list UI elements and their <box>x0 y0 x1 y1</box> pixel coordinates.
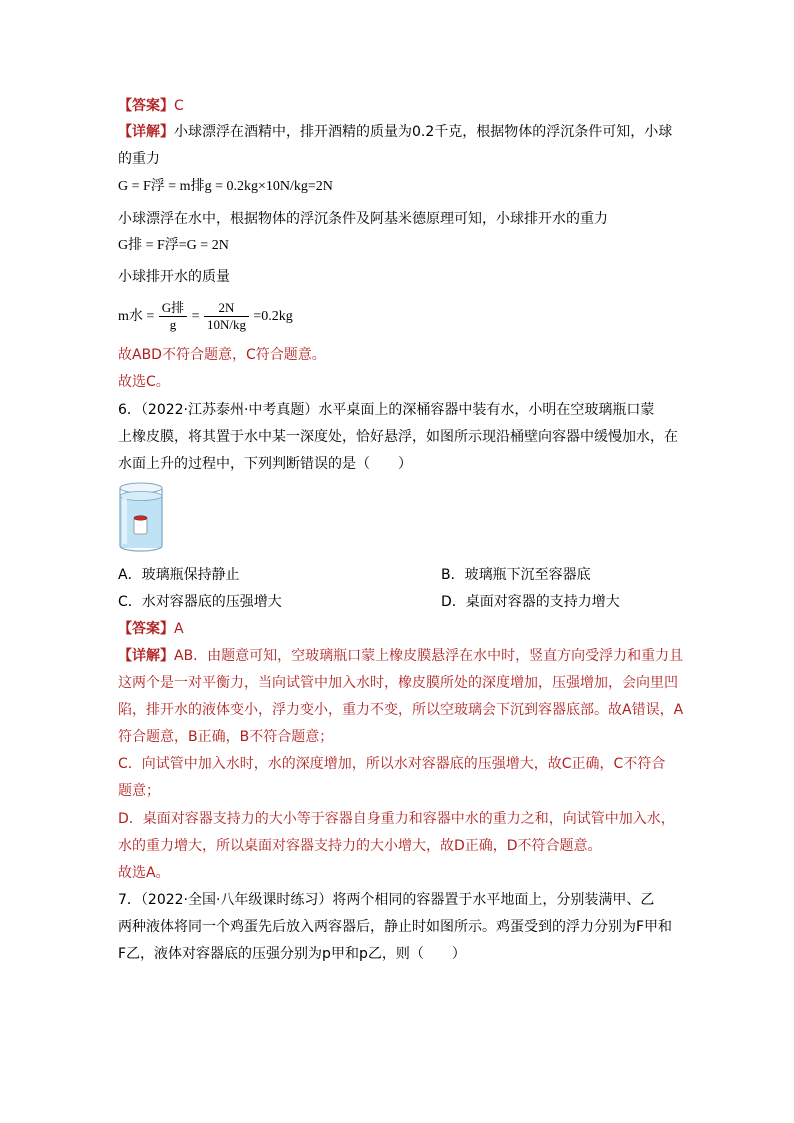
q6-detail-line2: 这两个是一对平衡力，当向试管中加入水时，橡皮膜所处的深度增加，压强增加，会向里凹 <box>118 675 678 691</box>
q5-eq3-frac2-den: 10N/kg <box>206 316 246 332</box>
q6-option-d: D．桌面对容器的支持力增大 <box>441 594 620 610</box>
q6-answer-line <box>118 620 184 638</box>
q5-eq3-right: =0.2kg <box>253 309 293 324</box>
q5-detail-line4: 小球排开水的质量 <box>118 269 230 285</box>
q6-choose: 故选A。 <box>118 865 170 881</box>
q5-detail-label: 【详解】 <box>118 124 174 140</box>
q6-detail-line5: C．向试管中加入水时，水的深度增加，所以水对容器底的压强增大，故C正确，C不符合 <box>118 756 666 772</box>
q5-eq3-frac1-den: g <box>169 316 177 332</box>
q6-detail-line8: 水的重力增大，所以桌面对容器支持力的大小增大，故D正确，D不符合题意。 <box>118 838 602 854</box>
q5-eq3-left: m水 = <box>118 309 155 324</box>
q5-conclusion: 故ABD不符合题意，C符合题意。 <box>118 347 326 363</box>
q6-option-c: C．水对容器底的压强增大 <box>118 594 282 610</box>
q7-stem-line2: 两种液体将同一个鸡蛋先后放入两容器后，静止时如图所示。鸡蛋受到的浮力分别为F甲和 <box>118 919 673 935</box>
q6-answer-value: A <box>174 621 184 637</box>
q5-equation-2: G排 = F浮=G = 2N <box>118 238 229 253</box>
q6-container-figure <box>116 480 166 554</box>
q5-detail-text1: 小球漂浮在酒精中，排开酒精的质量为0.2千克，根据物体的浮沉条件可知，小球 <box>174 124 673 140</box>
q5-answer-value: C <box>174 98 184 114</box>
q6-detail-line3: 陷，排开水的液体变小，浮力变小，重力不变，所以空玻璃会下沉到容器底部。故A错误，A <box>118 702 684 718</box>
q5-eq3-fraction-2 <box>204 300 249 333</box>
q6-detail-line1 <box>118 647 683 665</box>
q6-detail-line6: 题意； <box>118 783 160 799</box>
q5-equation-3: m水 = $\frac{\text{G排}}{g}$ = $\frac{2N}{10N/kg}$ =0.2kg <box>118 299 293 332</box>
q6-option-b: B．玻璃瓶下沉至容器底 <box>441 567 591 583</box>
q5-detail-line1 <box>118 123 672 141</box>
q6-stem-line2: 上橡皮膜，将其置于水中某一深度处，恰好悬浮，如图所示现沿桶壁向容器中缓慢加水，在 <box>118 429 678 445</box>
q5-eq3-frac2-num: 2N <box>204 300 249 317</box>
q5-answer-line <box>118 97 184 115</box>
q7-stem-line1: 7．（2022·全国·八年级课时练习）将两个相同的容器置于水平地面上，分别装满甲、乙 <box>118 892 655 908</box>
q5-equation-1: G = F浮 = m排g = 0.2kg×10N/kg=2N <box>118 179 333 194</box>
q5-eq3-fraction-1 <box>159 300 187 333</box>
q6-detail-label: 【详解】 <box>118 648 174 664</box>
q6-stem-line1: 6．（2022·江苏泰州·中考真题）水平桌面上的深桶容器中装有水，小明在空玻璃瓶口蒙 <box>118 402 655 418</box>
q6-detail-text1: AB．由题意可知，空玻璃瓶口蒙上橡皮膜悬浮在水中时，竖直方向受浮力和重力且 <box>174 648 684 664</box>
q7-stem-line3: F乙，液体对容器底的压强分别为p甲和p乙，则（ ） <box>118 946 466 962</box>
q6-option-a: A．玻璃瓶保持静止 <box>118 567 240 583</box>
q5-detail-line3: 小球漂浮在水中，根据物体的浮沉条件及阿基米德原理可知，小球排开水的重力 <box>118 211 608 227</box>
q6-answer-label: 【答案】 <box>118 621 174 637</box>
q6-stem-line3: 水面上升的过程中，下列判断错误的是（ ） <box>118 456 412 472</box>
q5-eq3-frac1-num: G排 <box>159 300 187 317</box>
q5-answer-label: 【答案】 <box>118 98 174 114</box>
q6-detail-line7: D．桌面对容器支持力的大小等于容器自身重力和容器中水的重力之和，向试管中加入水， <box>118 811 675 827</box>
q5-detail-line2: 的重力 <box>118 151 160 167</box>
q5-choose: 故选C。 <box>118 374 170 390</box>
q6-detail-line4: 符合题意，B正确，B不符合题意； <box>118 729 334 745</box>
